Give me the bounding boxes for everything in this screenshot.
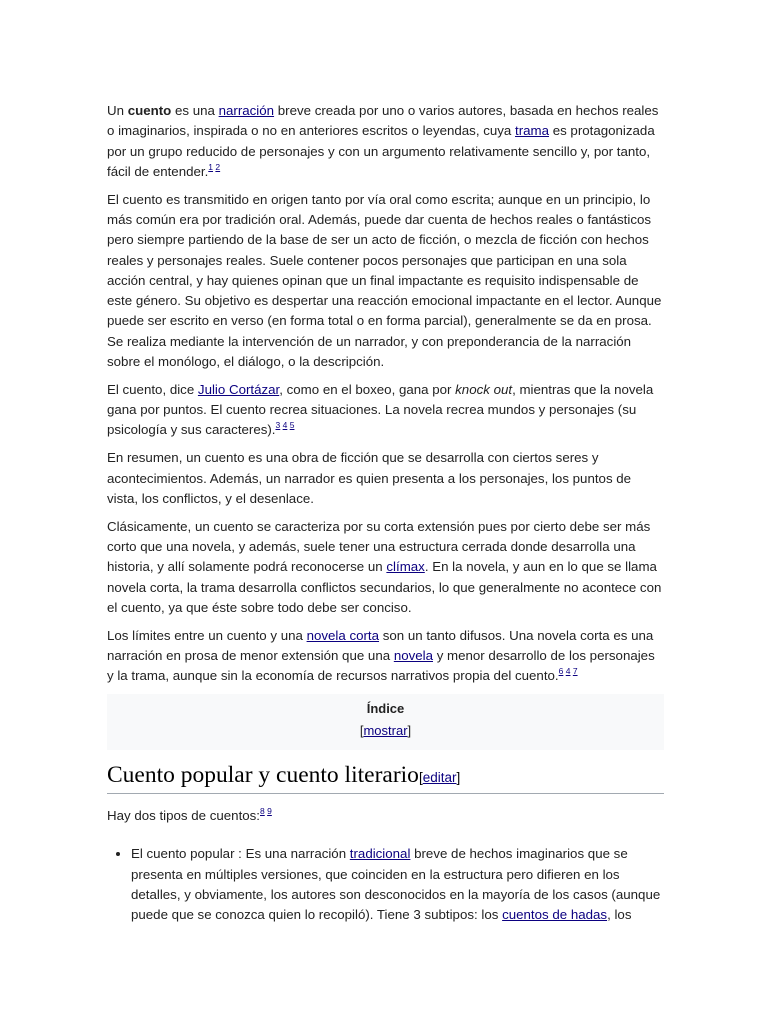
bracket: ] [456,770,461,786]
toc-show-link[interactable]: mostrar [363,723,408,739]
text: El cuento, dice [107,381,198,397]
text: . En la novela, y aun en lo que se llama novela corta, la trama desarrolla conflictos secundarios, lo que generalmente no acontece con el cuento, ya que éste sobre todo debe ser conciso. [107,559,662,615]
italic-term: knock out [455,381,513,397]
text: y menor desarrollo de los personajes y la trama, aunque sin la economía de recursos narrativos propia del cuento. [107,647,655,684]
bracket: [ [418,770,423,786]
toc-toggle [107,720,664,742]
edit-link[interactable]: editar [422,770,457,786]
reference-link[interactable]: 4 [565,666,571,677]
table-of-contents [107,694,664,750]
paragraph-resumen: En resumen, un cuento es una obra de ficción que se desarrolla con ciertos seres y acontecimientos. Además, un narrador es quien presenta a los personajes, los puntos de vista, los conflictos, y el desenlace. [107,450,632,506]
reference-link[interactable]: 6 [558,666,564,677]
reference-link[interactable]: 9 [267,806,272,817]
paragraph-limites [107,626,664,687]
text: Hay dos tipos de cuentos: [107,808,261,824]
bracket: [ [359,723,364,739]
section-title: Cuento popular y cuento literario [107,762,419,789]
text: Los límites entre un cuento y una [107,627,307,643]
article-body [107,101,664,926]
bracket: ] [407,723,412,739]
text: son un tanto difusos. Una novela corta es una narración en prosa de menor extensión que una [107,627,654,663]
text: es una [171,103,219,118]
text: , como en el boxeo, gana por [279,381,456,397]
paragraph-tipos [107,806,664,826]
reference-link[interactable]: 5 [289,420,295,431]
text: Clásicamente, un cuento se caracteriza por su corta extensión pues por cierto debe ser más corto que una novela, y además, suele tener una estructura cerrada donde desarrolla una historia, y allí solamente podrá reconocerse un [107,518,651,575]
paragraph-transmision: El cuento es transmitido en origen tanto por vía oral como escrita; aunque en un principio, lo más común era por tradición oral. Además, puede dar cuenta de hechos reales o fantásticos pero siempre partiendo de la base de ser un acto de ficción, o mezcla de ficción con hechos reales y personajes reales. Suele contener pocos personajes que participan en una sola acción central, y hay quienes opinan que un final impactante es requisito indispensable de este género. Su objetivo es despertar una reacción emocional impactante en el lector. Aunque puede ser escrito en verso (en forma total o en forma parcial), generalmente se da en prosa. Se realiza mediante la intervención de un narrador, y con preponderancia de la narración sobre el monólogo, el diálogo, o la descripción. [107,191,662,370]
text: breve creada por uno o varios autores, basada en hechos reales o imaginarios, inspirada o no en anteriores escritos o leyendas, cuya [107,103,659,139]
text: breve de hechos imaginarios que se presenta en múltiples versiones, que coinciden en la estructura pero difieren en los detalles, y obviamente, los autores son desconocidos en la mayoría de los casos (aunque puede que se conozca quien lo recopiló). Tiene 3 subtipos: los [131,846,661,923]
reference-link[interactable]: 3 [275,420,281,431]
types-list [107,844,664,925]
text: , mientras que la novela gana por puntos. El cuento recrea situaciones. La novela recrea mundos y personajes (su psicología y sus caracteres). [107,381,654,438]
link-novela[interactable]: novela [393,647,433,663]
link-climax[interactable]: clímax [386,559,425,575]
bold-term: cuento [127,103,172,118]
text: es protagonizada por un grupo reducido de personajes y con un argumento relativamente sencillo y, por tanto, fácil de entender. [107,123,655,179]
list-item [131,844,664,925]
paragraph-clasicamente [107,517,664,618]
link-trama[interactable]: trama [515,123,549,139]
section-heading [107,760,664,794]
edit-section [419,770,460,785]
reference-link[interactable]: 8 [260,806,265,817]
text: , los [607,907,632,923]
reference-link[interactable]: 7 [572,666,578,677]
paragraph-intro [107,101,664,182]
reference-link[interactable]: 2 [215,161,221,172]
paragraph-cortazar [107,380,664,441]
link-novela-corta[interactable]: novela corta [306,627,380,643]
reference-link[interactable]: 4 [282,420,288,431]
text: Un [107,103,128,118]
toc-title: Índice [366,701,405,717]
reference-link[interactable]: 1 [208,161,214,172]
link-tradicional[interactable]: tradicional [349,846,411,862]
text: El cuento popular : Es una narración [131,846,350,862]
link-narracion[interactable]: narración [218,103,275,118]
link-cuentos-de-hadas[interactable]: cuentos de hadas [502,907,608,923]
link-julio-cortazar[interactable]: Julio Cortázar [197,381,280,397]
